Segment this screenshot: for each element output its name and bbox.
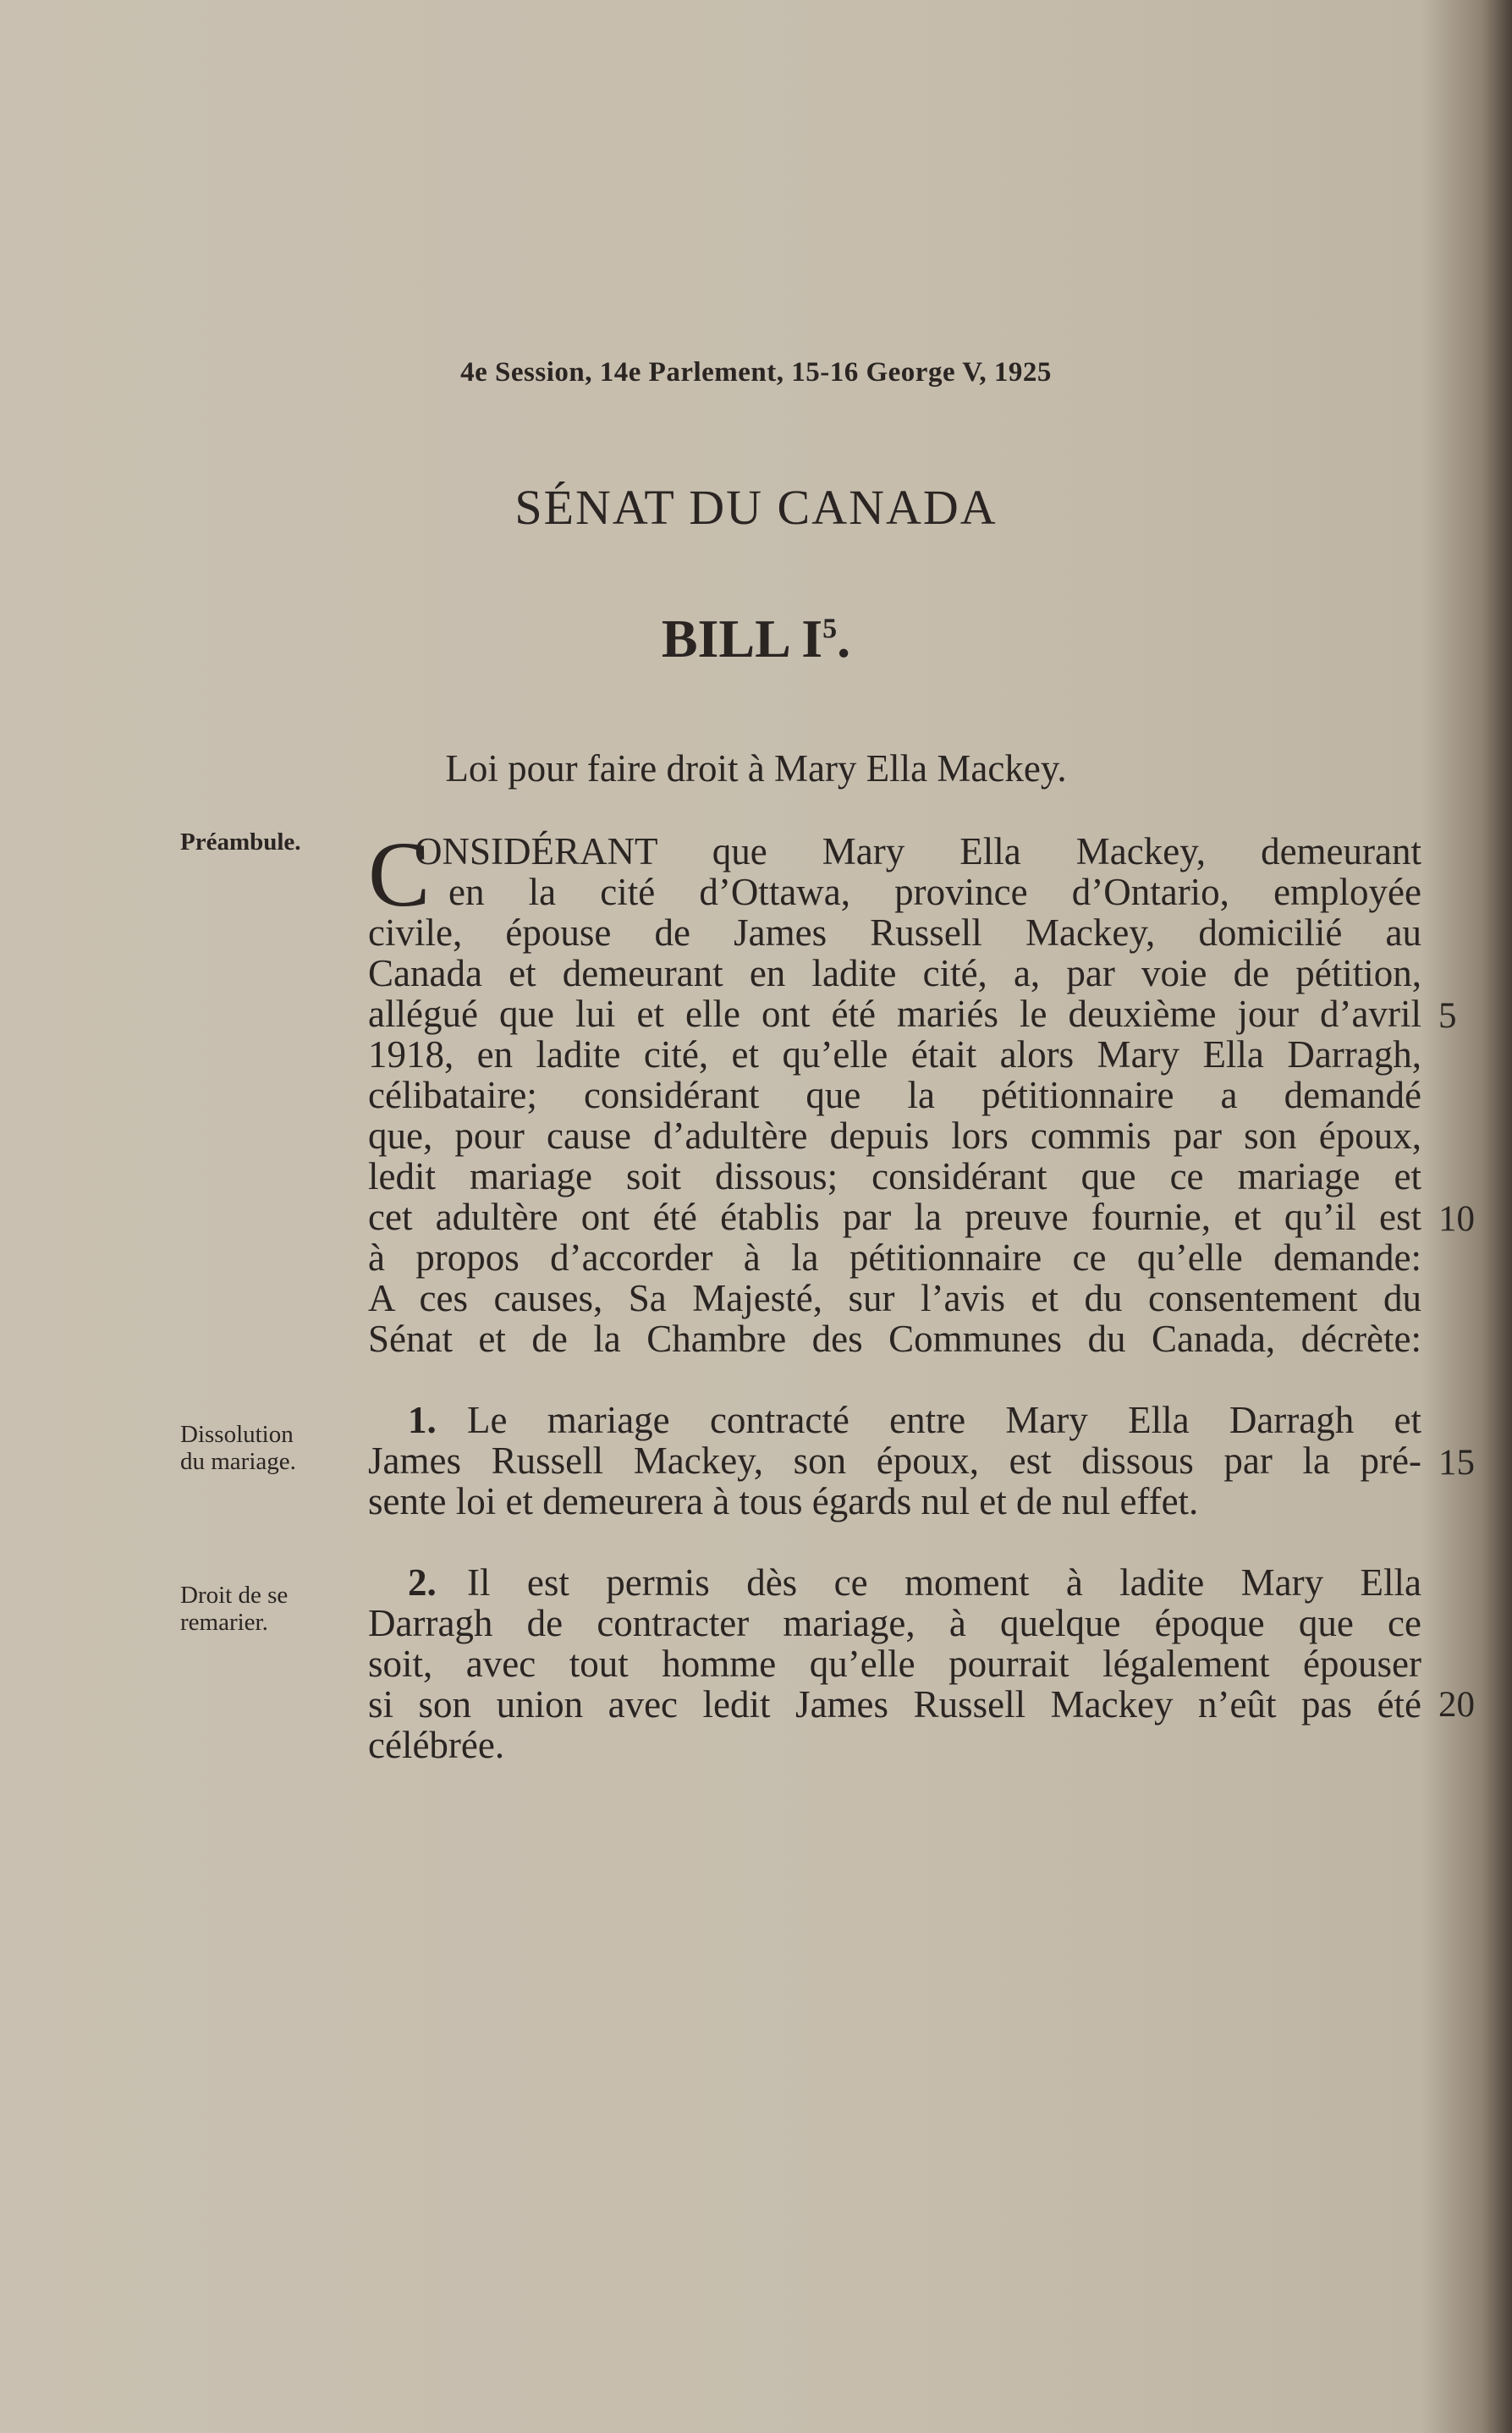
- line-number: 15: [1438, 1443, 1475, 1483]
- bill-title-text: BILL I: [661, 608, 823, 669]
- preamble-line: célibataire; considérant que la pétitionnaire a demandé: [368, 1074, 1421, 1116]
- preamble-line: ONSIDÉRANT que Mary Ella Mackey, demeurant: [415, 830, 1421, 872]
- margin-note-remarry-1: Droit de se: [180, 1582, 289, 1609]
- line-number: 5: [1438, 996, 1457, 1036]
- section-1-line: sente loi et demeurera à tous égards nul et de nul effet.: [368, 1480, 1199, 1522]
- bill-subtitle: Loi pour faire droit à Mary Ella Mackey.: [445, 747, 1067, 790]
- session-header: 4e Session, 14e Parlement, 15-16 George V, 1925: [460, 357, 1052, 388]
- preamble-line: civile, épouse de James Russell Mackey, domicilié au: [368, 911, 1421, 954]
- margin-note-dissolution-2: du mariage.: [180, 1448, 296, 1475]
- bill-title: [0, 608, 1512, 670]
- section-2-line: Il est permis dès ce moment à ladite Mary Ella: [467, 1561, 1421, 1604]
- margin-note-dissolution-1: Dissolution: [180, 1421, 294, 1448]
- preamble-line: A ces causes, Sa Majesté, sur l’avis et du consentement du: [368, 1277, 1421, 1319]
- margin-note-preamble: Préambule.: [180, 828, 301, 856]
- preamble-line: Canada et demeurant en ladite cité, a, par voie de pétition,: [368, 952, 1421, 994]
- section-1-line: James Russell Mackey, son époux, est dissous par la pré-: [368, 1439, 1421, 1482]
- preamble-dropcap: C: [368, 823, 431, 926]
- preamble-line: en la cité d’Ottawa, province d’Ontario, employée: [448, 871, 1421, 913]
- section-2-line: célébrée.: [368, 1724, 505, 1766]
- chamber-title: SÉNAT DU CANADA: [514, 480, 998, 535]
- section-2-line: Darragh de contracter mariage, à quelque époque que ce: [368, 1602, 1421, 1644]
- preamble-line: Sénat et de la Chambre des Communes du Canada, décrète:: [368, 1318, 1421, 1360]
- section-2-number: 2.: [408, 1561, 437, 1604]
- preamble-line: à propos d’accorder à la pétitionnaire ce qu’elle demande:: [368, 1236, 1421, 1279]
- section-2-line: soit, avec tout homme qu’elle pourrait légalement épouser: [368, 1643, 1421, 1685]
- line-number: 10: [1438, 1199, 1475, 1239]
- section-1-line: Le mariage contracté entre Mary Ella Darragh et: [467, 1399, 1421, 1441]
- margin-note-remarry-2: remarier.: [180, 1609, 268, 1636]
- preamble-line: 1918, en ladite cité, et qu’elle était alors Mary Ella Darragh,: [368, 1033, 1421, 1076]
- preamble-line: que, pour cause d’adultère depuis lors commis par son époux,: [368, 1115, 1421, 1157]
- preamble-line: allégué que lui et elle ont été mariés le deuxième jour d’avril: [368, 993, 1421, 1035]
- bill-title-period: .: [837, 608, 851, 669]
- section-2-line: si son union avec ledit James Russell Mackey n’eût pas été: [368, 1683, 1421, 1726]
- bill-number-superscript: 5: [822, 613, 838, 645]
- section-1-number: 1.: [408, 1399, 437, 1441]
- preamble-line: cet adultère ont été établis par la preuve fournie, et qu’il est: [368, 1196, 1421, 1238]
- line-number: 20: [1438, 1685, 1475, 1725]
- preamble-line: ledit mariage soit dissous; considérant que ce mariage et: [368, 1155, 1421, 1197]
